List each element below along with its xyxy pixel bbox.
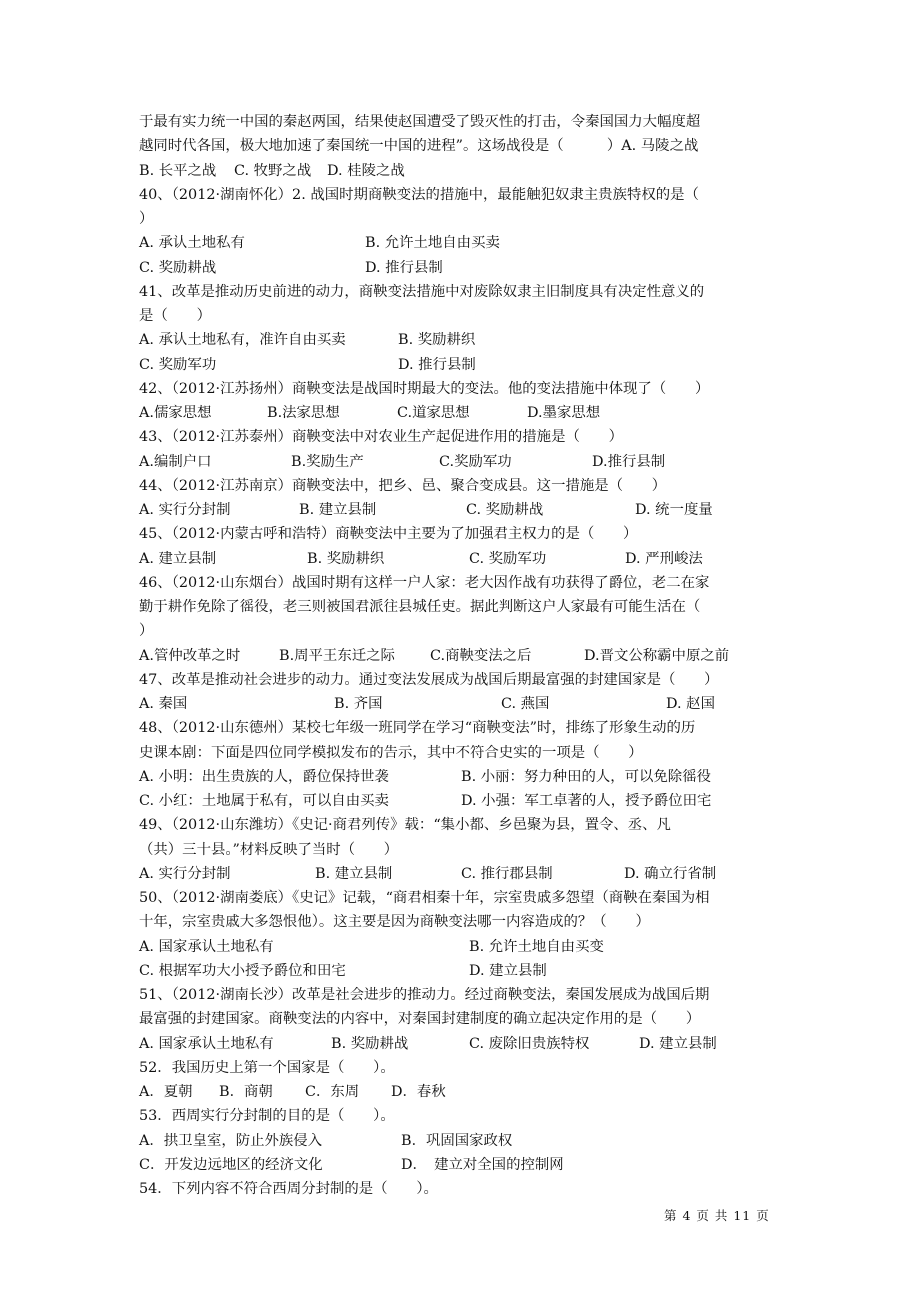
option-text: D.晋文公称霸中原之前 <box>584 647 730 664</box>
line-text: ） <box>139 623 154 640</box>
text-line <box>139 183 789 207</box>
option-text: B．巩固国家政权 <box>401 1132 513 1149</box>
option-text: A. 秦国 <box>139 696 188 712</box>
text-line <box>139 134 789 158</box>
line-text: 44、（2012·江苏南京）商鞅变法中，把乡、邑、聚合变成县。这一措施是（ ） <box>139 477 667 494</box>
option-text: B. 建立县制 <box>299 502 377 518</box>
option-text: A. 实行分封制 <box>139 502 231 518</box>
option-text: B. 奖励耕织 <box>398 332 476 349</box>
option-text: D. 桂陵之战 <box>327 162 405 179</box>
option-text: D. 推行县制 <box>398 356 476 373</box>
option-text: D. 建立县制 <box>639 1035 717 1052</box>
text-line <box>139 886 789 910</box>
line-text: 43、（2012·江苏泰州）商鞅变法中对农业生产起促进作用的措施是（ ） <box>139 429 624 446</box>
text-line <box>139 741 789 765</box>
line-text: ） <box>139 211 154 227</box>
option-text: A. 建立县制 <box>139 550 217 567</box>
option-text: C.道家思想 <box>397 405 470 421</box>
option-text: C.商鞅变法之后 <box>430 647 532 664</box>
text-line <box>139 910 789 934</box>
option-text: D．春秋 <box>391 1084 446 1100</box>
text-line <box>139 1104 789 1128</box>
text-line <box>139 595 789 619</box>
line-text: 53．西周实行分封制的目的是（ ）。 <box>139 1108 395 1125</box>
option-text: C. 奖励耕战 <box>139 259 217 276</box>
text-line <box>139 692 789 716</box>
text-line <box>139 1080 789 1104</box>
text-line <box>139 983 789 1007</box>
text-line <box>139 256 789 280</box>
line-text: 是（ ） <box>139 308 211 324</box>
page-number: 第 4 页 共 11 页 <box>664 1208 770 1223</box>
option-text: D. 赵国 <box>666 696 715 712</box>
option-text: B.周平王东迁之际 <box>279 647 395 664</box>
text-line <box>139 377 789 401</box>
text-line <box>139 328 789 352</box>
text-line <box>139 231 789 255</box>
option-text: A. 国家承认土地私有 <box>139 938 274 955</box>
option-text: B. 允许土地自由买卖 <box>365 235 500 252</box>
line-text: 50、（2012·湖南娄底）《史记》记载，“商君相秦十年，宗室贵戚多怨望（商鞅在秦国为相 <box>139 890 710 906</box>
option-text: B. 奖励耕战 <box>331 1035 409 1052</box>
option-text: A．夏朝 <box>139 1084 193 1100</box>
text-line <box>139 765 789 789</box>
option-text: C. 小红：土地属于私有，可以自由买卖 <box>139 793 389 809</box>
text-line <box>139 789 789 813</box>
option-text: B. 长平之战 <box>139 162 217 179</box>
text-line <box>139 668 789 692</box>
option-text: A.编制户口 <box>139 453 212 470</box>
text-line <box>139 522 789 546</box>
text-line <box>139 813 789 837</box>
text-line <box>139 547 789 571</box>
line-text: 于最有实力统一中国的秦赵两国，结果使赵国遭受了毁灭性的打击，令秦国国力大幅度超 <box>139 114 701 130</box>
option-text: D. 推行县制 <box>365 259 443 276</box>
option-text: B. 齐国 <box>334 696 383 712</box>
line-text: （共）三十县。”材料反映了当时（ ） <box>139 841 399 858</box>
line-text: 40、（2012·湖南怀化）2. 战国时期商鞅变法的措施中，最能触犯奴隶主贵族特权的是（ <box>139 186 699 203</box>
document-body <box>139 110 789 1201</box>
option-text: A. 小明：出生贵族的人，爵位保持世袭 <box>139 768 389 785</box>
option-text: A.管仲改革之时 <box>139 647 241 664</box>
option-text: D.推行县制 <box>592 453 666 470</box>
option-text: A. 承认土地私有，准许自由买卖 <box>139 332 346 349</box>
text-line <box>139 838 789 862</box>
text-line <box>139 571 789 595</box>
text-line <box>139 959 789 983</box>
option-text: C.奖励军功 <box>439 453 512 470</box>
text-line <box>139 474 789 498</box>
option-text: C．东周 <box>305 1084 360 1100</box>
option-text: C. 燕国 <box>501 696 550 712</box>
text-line <box>139 935 789 959</box>
text-line <box>139 353 789 377</box>
text-line <box>139 716 789 740</box>
option-text: B.奖励生产 <box>291 453 364 470</box>
line-text: 42、（2012·江苏扬州）商鞅变法是战国时期最大的变法。他的变法措施中体现了（ ） <box>139 380 710 397</box>
text-line <box>139 401 789 425</box>
option-text: A．拱卫皇室，防止外族侵入 <box>139 1132 323 1149</box>
line-text: 49、（2012·山东潍坊）《史记·商君列传》载：“集小都、乡邑聚为县，置令、丞、凡 <box>139 817 671 834</box>
text-line <box>139 450 789 474</box>
option-text: A. 承认土地私有 <box>139 235 245 252</box>
text-line <box>139 862 789 886</box>
option-text: B. 允许土地自由买变 <box>469 938 604 955</box>
line-text: 47、改革是推动社会进步的动力。通过变法发展成为战国后期最富强的封建国家是（ ） <box>139 671 719 688</box>
text-line <box>139 1032 789 1056</box>
text-line <box>139 207 789 231</box>
option-text: D. 严刑峻法 <box>625 550 703 567</box>
text-line <box>139 1153 789 1177</box>
option-text: D. 确立行省制 <box>624 865 717 882</box>
option-text: B．商朝 <box>219 1084 273 1100</box>
option-text: B. 建立县制 <box>315 865 393 882</box>
line-text: 十年，宗室贵戚大多怨恨他）。这主要是因为商鞅变法哪一内容造成的？（ ） <box>139 914 650 931</box>
text-line <box>139 619 789 643</box>
line-text: 48、（2012·山东德州）某校七年级一班同学在学习“商鞅变法”时，排练了形象生动的历 <box>139 720 696 737</box>
text-line <box>139 1177 789 1201</box>
text-line <box>139 644 789 668</box>
option-text: C. 奖励军功 <box>139 356 217 373</box>
option-text: A. 国家承认土地私有 <box>139 1035 274 1052</box>
line-text: 41、改革是推动历史前进的动力，商鞅变法措施中对废除奴隶主旧制度具有决定性意义的 <box>139 283 705 300</box>
line-text: 最富强的封建国家。商鞅变法的内容中，对秦国封建制度的确立起决定作用的是（ ） <box>139 1011 701 1028</box>
option-text: D. 小强：军工卓著的人，授予爵位田宅 <box>461 793 712 809</box>
line-text: 史课本剧：下面是四位同学模拟发布的告示，其中不符合史实的一项是（ ） <box>139 744 643 761</box>
text-line <box>139 304 789 328</box>
option-text: C. 废除旧贵族特权 <box>469 1035 590 1052</box>
option-text: C．开发边远地区的经济文化 <box>139 1156 323 1173</box>
line-text: 52．我国历史上第一个国家是（ ）。 <box>139 1059 395 1076</box>
option-text: D. 统一度量 <box>635 502 713 518</box>
text-line <box>139 280 789 304</box>
option-text: A.儒家思想 <box>139 405 212 421</box>
text-line <box>139 110 789 134</box>
text-line <box>139 425 789 449</box>
option-text: C. 牧野之战 <box>234 162 312 179</box>
line-text: 46、（2012·山东烟台）战国时期有这样一户人家：老大因作战有功获得了爵位，老二在家 <box>139 574 710 591</box>
line-text: 越同时代各国，极大地加速了秦国统一中国的进程”。这场战役是（ ）A. 马陵之战 <box>139 138 699 155</box>
option-text: C. 奖励军功 <box>469 550 547 567</box>
option-text: C. 奖励耕战 <box>466 502 544 518</box>
option-text: C. 推行郡县制 <box>461 865 553 882</box>
option-text: A. 实行分封制 <box>139 865 231 882</box>
option-text: D. 建立县制 <box>469 962 547 979</box>
text-line <box>139 1007 789 1031</box>
line-text: 45、（2012·内蒙古呼和浩特）商鞅变法中主要为了加强君主权力的是（ ） <box>139 526 638 543</box>
line-text: 54．下列内容不符合西周分封制的是（ ）。 <box>139 1181 438 1197</box>
option-text: C. 根据军功大小授予爵位和田宅 <box>139 962 346 979</box>
text-line <box>139 1129 789 1153</box>
option-text: B. 小丽：努力种田的人，可以免除徭役 <box>461 768 711 785</box>
text-line <box>139 498 789 522</box>
line-text: 51、（2012·湖南长沙）改革是社会进步的推动力。经过商鞅变法，秦国发展成为战国后期 <box>139 987 710 1003</box>
option-text: B. 奖励耕织 <box>307 550 385 567</box>
option-text: B.法家思想 <box>267 405 340 421</box>
text-line <box>139 1056 789 1080</box>
option-text: D． 建立对全国的控制网 <box>401 1156 564 1173</box>
line-text: 勤于耕作免除了徭役，老三则被国君派往县城任吏。据此判断这户人家最有可能生活在（ <box>139 599 701 615</box>
option-text: D.墨家思想 <box>527 405 601 421</box>
text-line <box>139 159 789 183</box>
